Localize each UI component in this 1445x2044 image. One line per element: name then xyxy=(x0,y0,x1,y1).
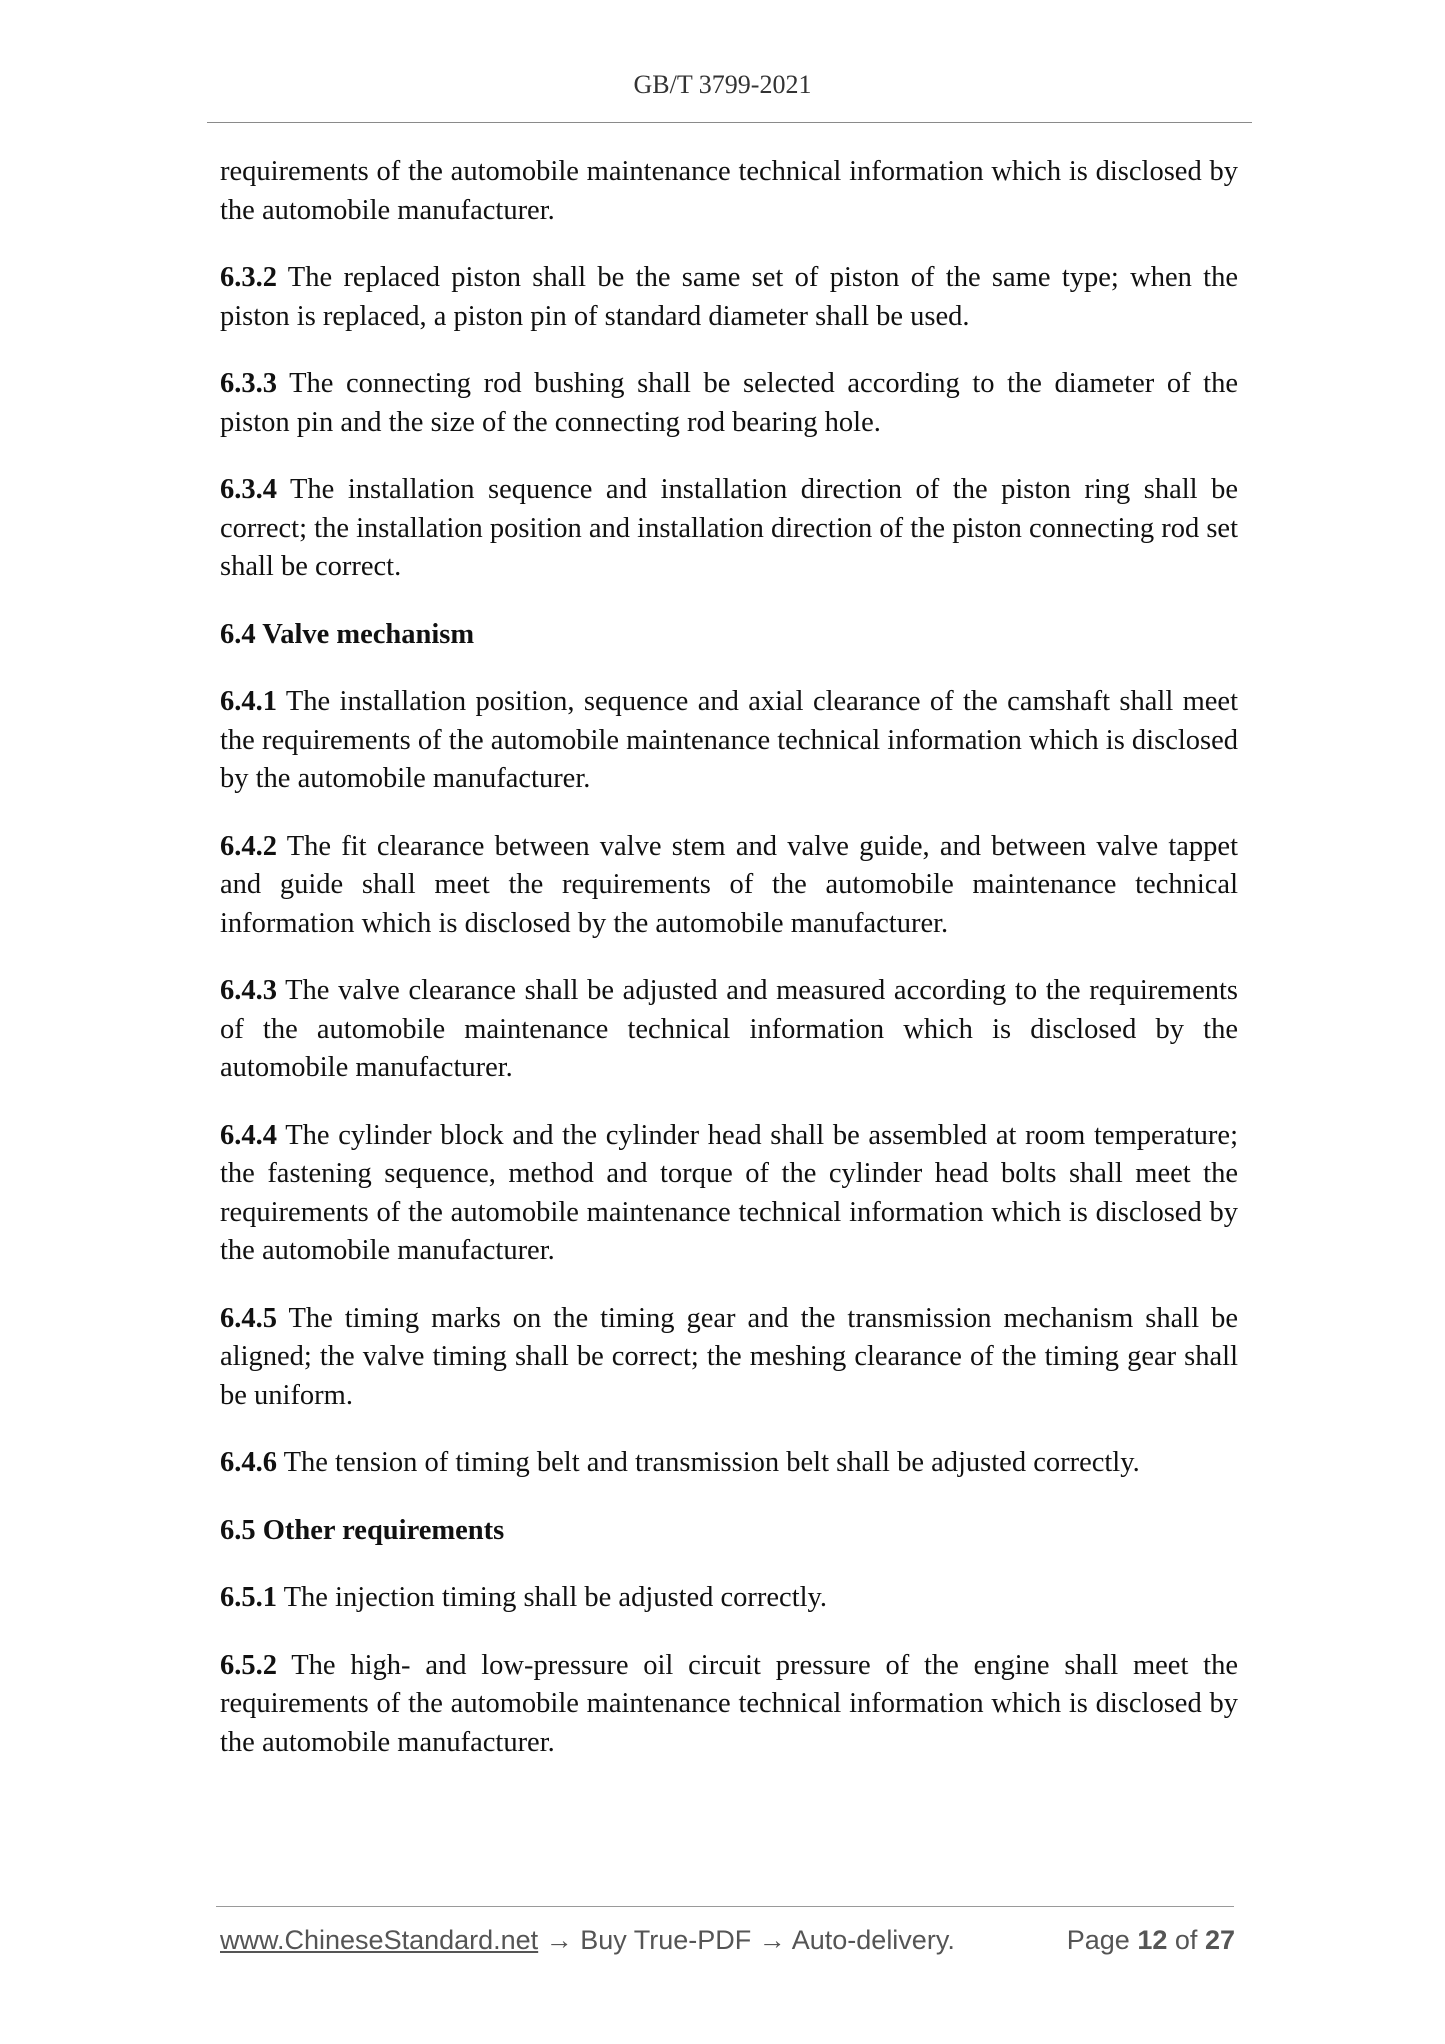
clause-6-3-4 xyxy=(220,471,1238,587)
clause-number: 6.4.4 xyxy=(220,1119,277,1151)
clause-number: 6.3.2 xyxy=(220,262,277,293)
page-total: 27 xyxy=(1204,1925,1235,1955)
clause-text: The timing marks on the timing gear and the transmission mechanism shall be aligned; the valve timing shall be correct; the meshing clearance of the timing gear shall be uniform. xyxy=(220,1302,1238,1411)
footer-promo xyxy=(220,1925,955,1956)
clause-number: 6.4.2 xyxy=(220,830,277,862)
clause-text: The injection timing shall be adjusted correctly. xyxy=(277,1582,828,1613)
clause-number: 6.4.5 xyxy=(220,1302,277,1334)
clause-6-5-1 xyxy=(220,1579,1238,1618)
clause-number: 6.4.6 xyxy=(220,1447,277,1478)
clause-text: The connecting rod bushing shall be selected according to the diameter of the piston pin and the size of the connecting rod bearing hole. xyxy=(220,368,1238,438)
clause-6-3-2 xyxy=(220,259,1238,336)
clause-text: The high- and low-pressure oil circuit pressure of the engine shall meet the requirements of the automobile maintenance technical information which is disclosed by the automobile manufacturer. xyxy=(220,1649,1238,1758)
paragraph-text: requirements of the automobile maintenance technical information which is disclosed by the automobile manufacturer. xyxy=(220,156,1238,226)
clause-6-5-2 xyxy=(220,1647,1238,1763)
clause-number: 6.4.1 xyxy=(220,686,277,717)
clause-6-4-3 xyxy=(220,972,1238,1088)
clause-6-4-2 xyxy=(220,828,1238,944)
clause-text: The replaced piston shall be the same set of piston of the same type; when the piston is replaced, a piston pin of standard diameter shall be used. xyxy=(220,262,1238,332)
clause-text: The cylinder block and the cylinder head shall be assembled at room temperature; the fastening sequence, method and torque of the cylinder head bolts shall meet the requirements of the automobile maintenance technical information which is disclosed by the automobile manufacturer. xyxy=(220,1119,1238,1266)
page-indicator xyxy=(1067,1925,1235,1956)
footer-divider xyxy=(216,1906,1234,1907)
section-heading-6-4: 6.4 Valve mechanism xyxy=(220,618,475,650)
clause-text: The fit clearance between valve stem and valve guide, and between valve tappet and guide shall meet the requirements of the automobile maintenance technical information which is disclosed by the automobile manufacturer. xyxy=(220,830,1238,939)
clause-6-4-5 xyxy=(220,1300,1238,1416)
website-link[interactable]: www.ChineseStandard.net xyxy=(220,1925,539,1955)
page-number: 12 xyxy=(1137,1925,1168,1955)
clause-text: The installation sequence and installation direction of the piston ring shall be correct; the installation position and installation direction of the piston connecting rod set shall be correct. xyxy=(220,474,1238,582)
clause-6-4-1 xyxy=(220,683,1238,799)
page-header: GB/T 3799-2021 xyxy=(633,70,812,99)
page-label: Page xyxy=(1066,1925,1130,1955)
clause-text: The installation position, sequence and axial clearance of the camshaft shall meet the requirements of the automobile maintenance technical information which is disclosed by the automobile manufacturer. xyxy=(220,686,1238,794)
clause-text: The valve clearance shall be adjusted and measured according to the requirements of the automobile maintenance technical information which is disclosed by the automobile manufacturer. xyxy=(220,975,1238,1083)
clause-number: 6.5.2 xyxy=(220,1649,277,1681)
clause-number: 6.4.3 xyxy=(220,975,277,1006)
clause-6-4-4 xyxy=(220,1117,1238,1271)
clause-number: 6.3.4 xyxy=(220,474,277,505)
clause-6-4-6 xyxy=(220,1444,1238,1483)
document-body xyxy=(220,153,1238,1791)
header-divider xyxy=(207,122,1252,123)
of-label: of xyxy=(1174,1925,1198,1955)
clause-number: 6.3.3 xyxy=(220,368,277,399)
clause-6-3-3 xyxy=(220,365,1238,442)
paragraph-continuation xyxy=(220,153,1238,230)
footer-promo-text: → Buy True-PDF → Auto-delivery. xyxy=(538,1925,955,1955)
section-heading-6-5: 6.5 Other requirements xyxy=(220,1514,505,1546)
clause-number: 6.5.1 xyxy=(220,1582,277,1613)
clause-text: The tension of timing belt and transmission belt shall be adjusted correctly. xyxy=(277,1447,1140,1478)
